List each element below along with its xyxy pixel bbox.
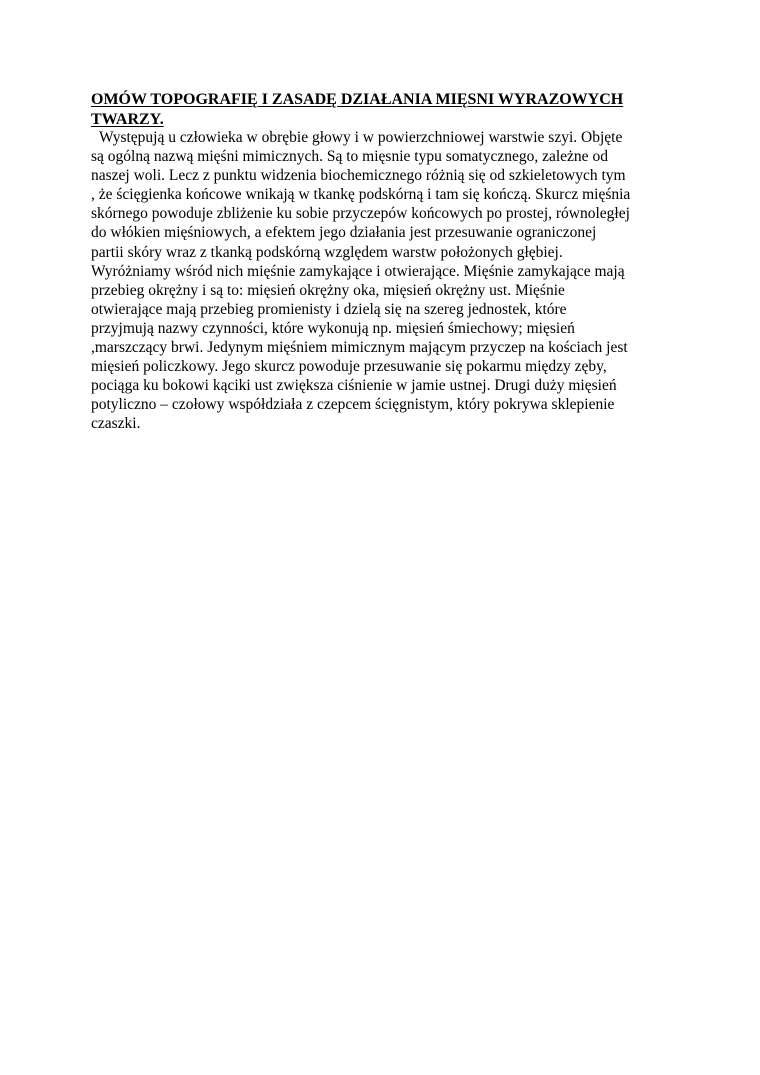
body-line: mięsień policzkowy. Jego skurcz powoduje przesuwanie się pokarmu między zęby, bbox=[91, 358, 607, 376]
body-line: przebieg okrężny i są to: mięsień okrężny oka, mięsień okrężny ust. Mięśnie bbox=[91, 281, 565, 299]
body-line: Występują u człowieka w obrębie głowy i w powierzchniowej warstwie szyi. Objęte bbox=[99, 129, 623, 146]
body-line: przyjmują nazwy czynności, które wykonują np. mięsień śmiechowy; mięsień bbox=[91, 319, 575, 337]
document-body bbox=[91, 128, 691, 434]
body-line: naszej woli. Lecz z punktu widzenia biochemicznego różnią się od szkieletowych tym bbox=[91, 167, 626, 185]
body-line: pociąga ku bokowi kąciki ust zwiększa ciśnienie w jamie ustnej. Drugi duży mięsień bbox=[91, 377, 617, 395]
body-line: otwierające mają przebieg promienisty i dzielą się na szereg jednostek, które bbox=[91, 300, 567, 318]
body-line: skórnego powoduje zbliżenie ku sobie przyczepów końcowych po prostej, równoległej bbox=[91, 205, 630, 223]
document-title bbox=[91, 90, 691, 130]
body-line: czaszki. bbox=[91, 415, 141, 433]
body-line: są ogólną nazwą mięśni mimicznych. Są to mięsnie typu somatycznego, zależne od bbox=[91, 148, 608, 166]
body-line: partii skóry wraz z tkanką podskórną względem warstw położonych głębiej. bbox=[91, 243, 563, 261]
body-line: Wyróżniamy wśród nich mięśnie zamykające i otwierające. Mięśnie zamykające mają bbox=[91, 262, 625, 280]
body-line: do włókien mięśniowych, a efektem jego działania jest przesuwanie ograniczonej bbox=[91, 224, 597, 242]
body-line: ,marszczący brwi. Jedynym mięśniem mimicznym mającym przyczep na kościach jest bbox=[91, 339, 628, 357]
title-line: TWARZY. bbox=[91, 111, 164, 128]
title-line: OMÓW TOPOGRAFIĘ I ZASADĘ DZIAŁANIA MIĘSNI WYRAZOWYCH bbox=[91, 91, 624, 108]
body-line: , że ścięgienka końcowe wnikają w tkankę podskórną i tam się kończą. Skurcz mięśnia bbox=[91, 186, 631, 204]
body-line: potyliczno – czołowy współdziała z czepcem ścięgnistym, który pokrywa sklepienie bbox=[91, 396, 615, 414]
